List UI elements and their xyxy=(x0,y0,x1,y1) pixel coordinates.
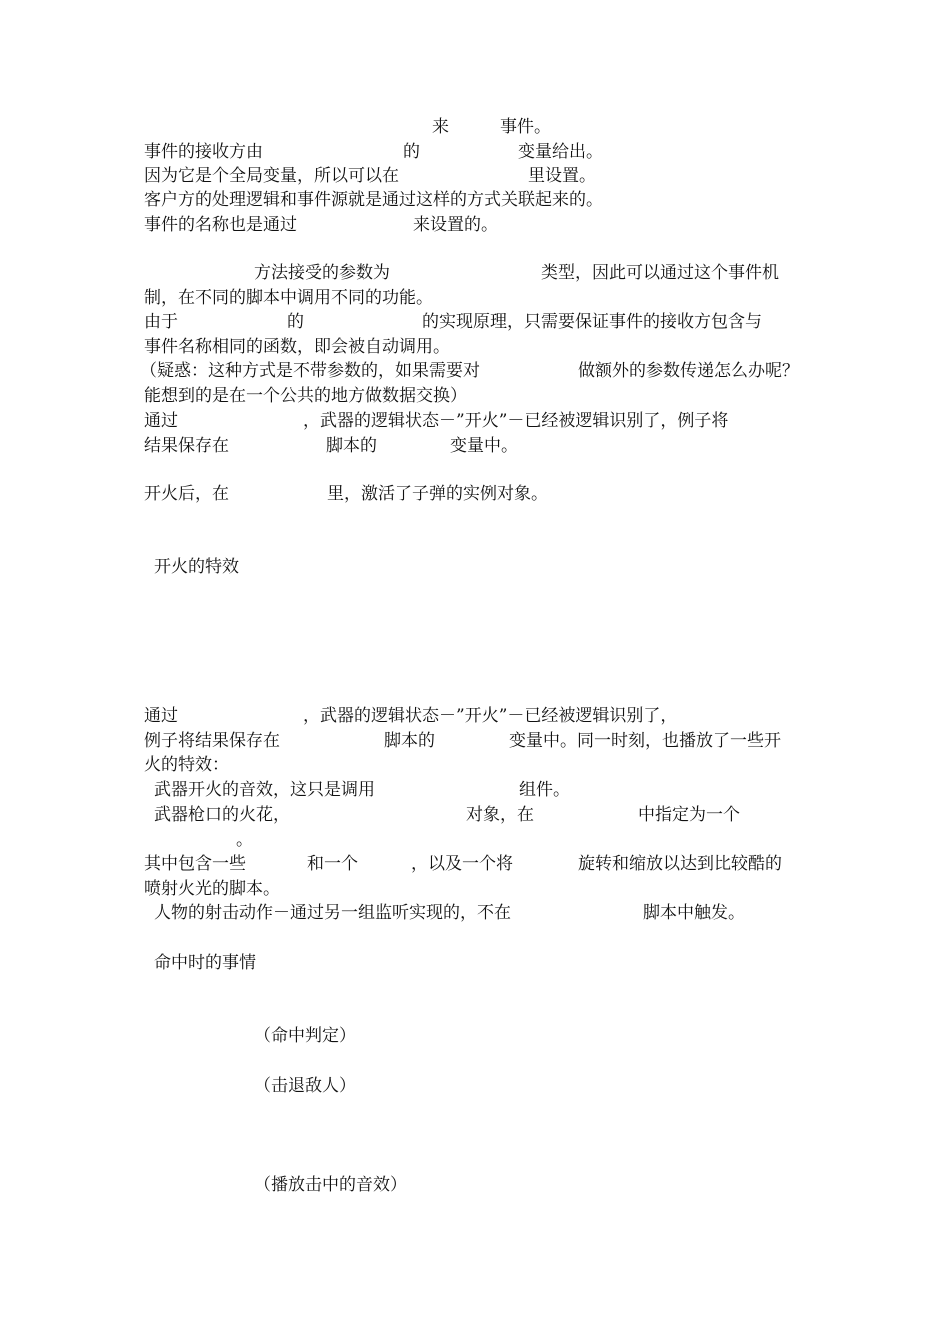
text-segment: 方法接受的参数为 xyxy=(254,263,390,283)
text-segment: 事件的名称也是通过 xyxy=(144,215,297,235)
text-segment: 制，在不同的脚本中调用不同的功能。 xyxy=(144,288,433,308)
text-segment: 由于 xyxy=(144,312,178,332)
text-segment: 和一个 xyxy=(307,854,358,874)
text-segment: 来 xyxy=(432,117,449,137)
text-segment: 事件。 xyxy=(500,117,551,137)
text-segment: 变量中。 xyxy=(450,436,518,456)
text-segment: 来设置的。 xyxy=(413,215,498,235)
text-segment: 变量中。同一时刻，也播放了一些开 xyxy=(509,731,781,751)
text-segment: 开火后，在 xyxy=(144,484,229,504)
text-segment: 人物的射击动作－通过另一组监听实现的，不在 xyxy=(154,903,511,923)
text-segment: 的实现原理，只需要保证事件的接收方包含与 xyxy=(422,312,762,332)
text-segment: ，以及一个将 xyxy=(411,854,513,874)
text-segment: 例子将结果保存在 xyxy=(144,731,280,751)
text-segment: ，武器的逻辑状态－”开火”－已经被逻辑识别了， xyxy=(303,706,678,726)
text-segment: 组件。 xyxy=(519,780,570,800)
text-segment: 旋转和缩放以达到比较酷的 xyxy=(578,854,782,874)
text-segment: （疑惑：这种方式是不带参数的，如果需要对 xyxy=(140,361,480,381)
text-segment: 因为它是个全局变量，所以可以在 xyxy=(144,166,399,186)
text-segment: 武器开火的音效，这只是调用 xyxy=(154,780,375,800)
text-segment: ，武器的逻辑状态－”开火”－已经被逻辑识别了，例子将 xyxy=(303,411,729,431)
text-segment: 事件名称相同的函数，即会被自动调用。 xyxy=(144,337,450,357)
text-segment: （播放击中的音效） xyxy=(254,1175,407,1195)
text-segment: 里，激活了子弹的实例对象。 xyxy=(327,484,548,504)
text-segment: （击退敌人） xyxy=(254,1076,356,1096)
text-segment: 命中时的事情 xyxy=(154,953,256,973)
text-segment: 的 xyxy=(403,142,420,162)
text-segment: 类型，因此可以通过这个事件机 xyxy=(541,263,779,283)
text-segment: 中指定为一个 xyxy=(638,805,740,825)
text-segment: 。 xyxy=(236,830,253,850)
text-segment: 变量给出。 xyxy=(518,142,603,162)
text-segment: 里设置。 xyxy=(528,166,596,186)
text-segment: 脚本的 xyxy=(384,731,435,751)
text-segment: 事件的接收方由 xyxy=(144,142,263,162)
text-segment: 开火的特效 xyxy=(154,557,239,577)
text-segment: 对象，在 xyxy=(466,805,534,825)
text-segment: 客户方的处理逻辑和事件源就是通过这样的方式关联起来的。 xyxy=(144,190,603,210)
text-segment: 结果保存在 xyxy=(144,436,229,456)
text-segment: 做额外的参数传递怎么办呢？ xyxy=(578,361,799,381)
text-segment: 脚本中触发。 xyxy=(643,903,745,923)
text-segment: （命中判定） xyxy=(254,1026,356,1046)
text-segment: 脚本的 xyxy=(326,436,377,456)
text-segment: 其中包含一些 xyxy=(144,854,246,874)
text-segment: 通过 xyxy=(144,706,178,726)
text-segment: 能想到的是在一个公共的地方做数据交换） xyxy=(144,386,467,406)
text-segment: 武器枪口的火花， xyxy=(154,805,290,825)
text-segment: 的 xyxy=(287,312,304,332)
text-segment: 火的特效： xyxy=(144,755,229,775)
text-segment: 通过 xyxy=(144,411,178,431)
text-segment: 喷射火光的脚本。 xyxy=(144,879,280,899)
